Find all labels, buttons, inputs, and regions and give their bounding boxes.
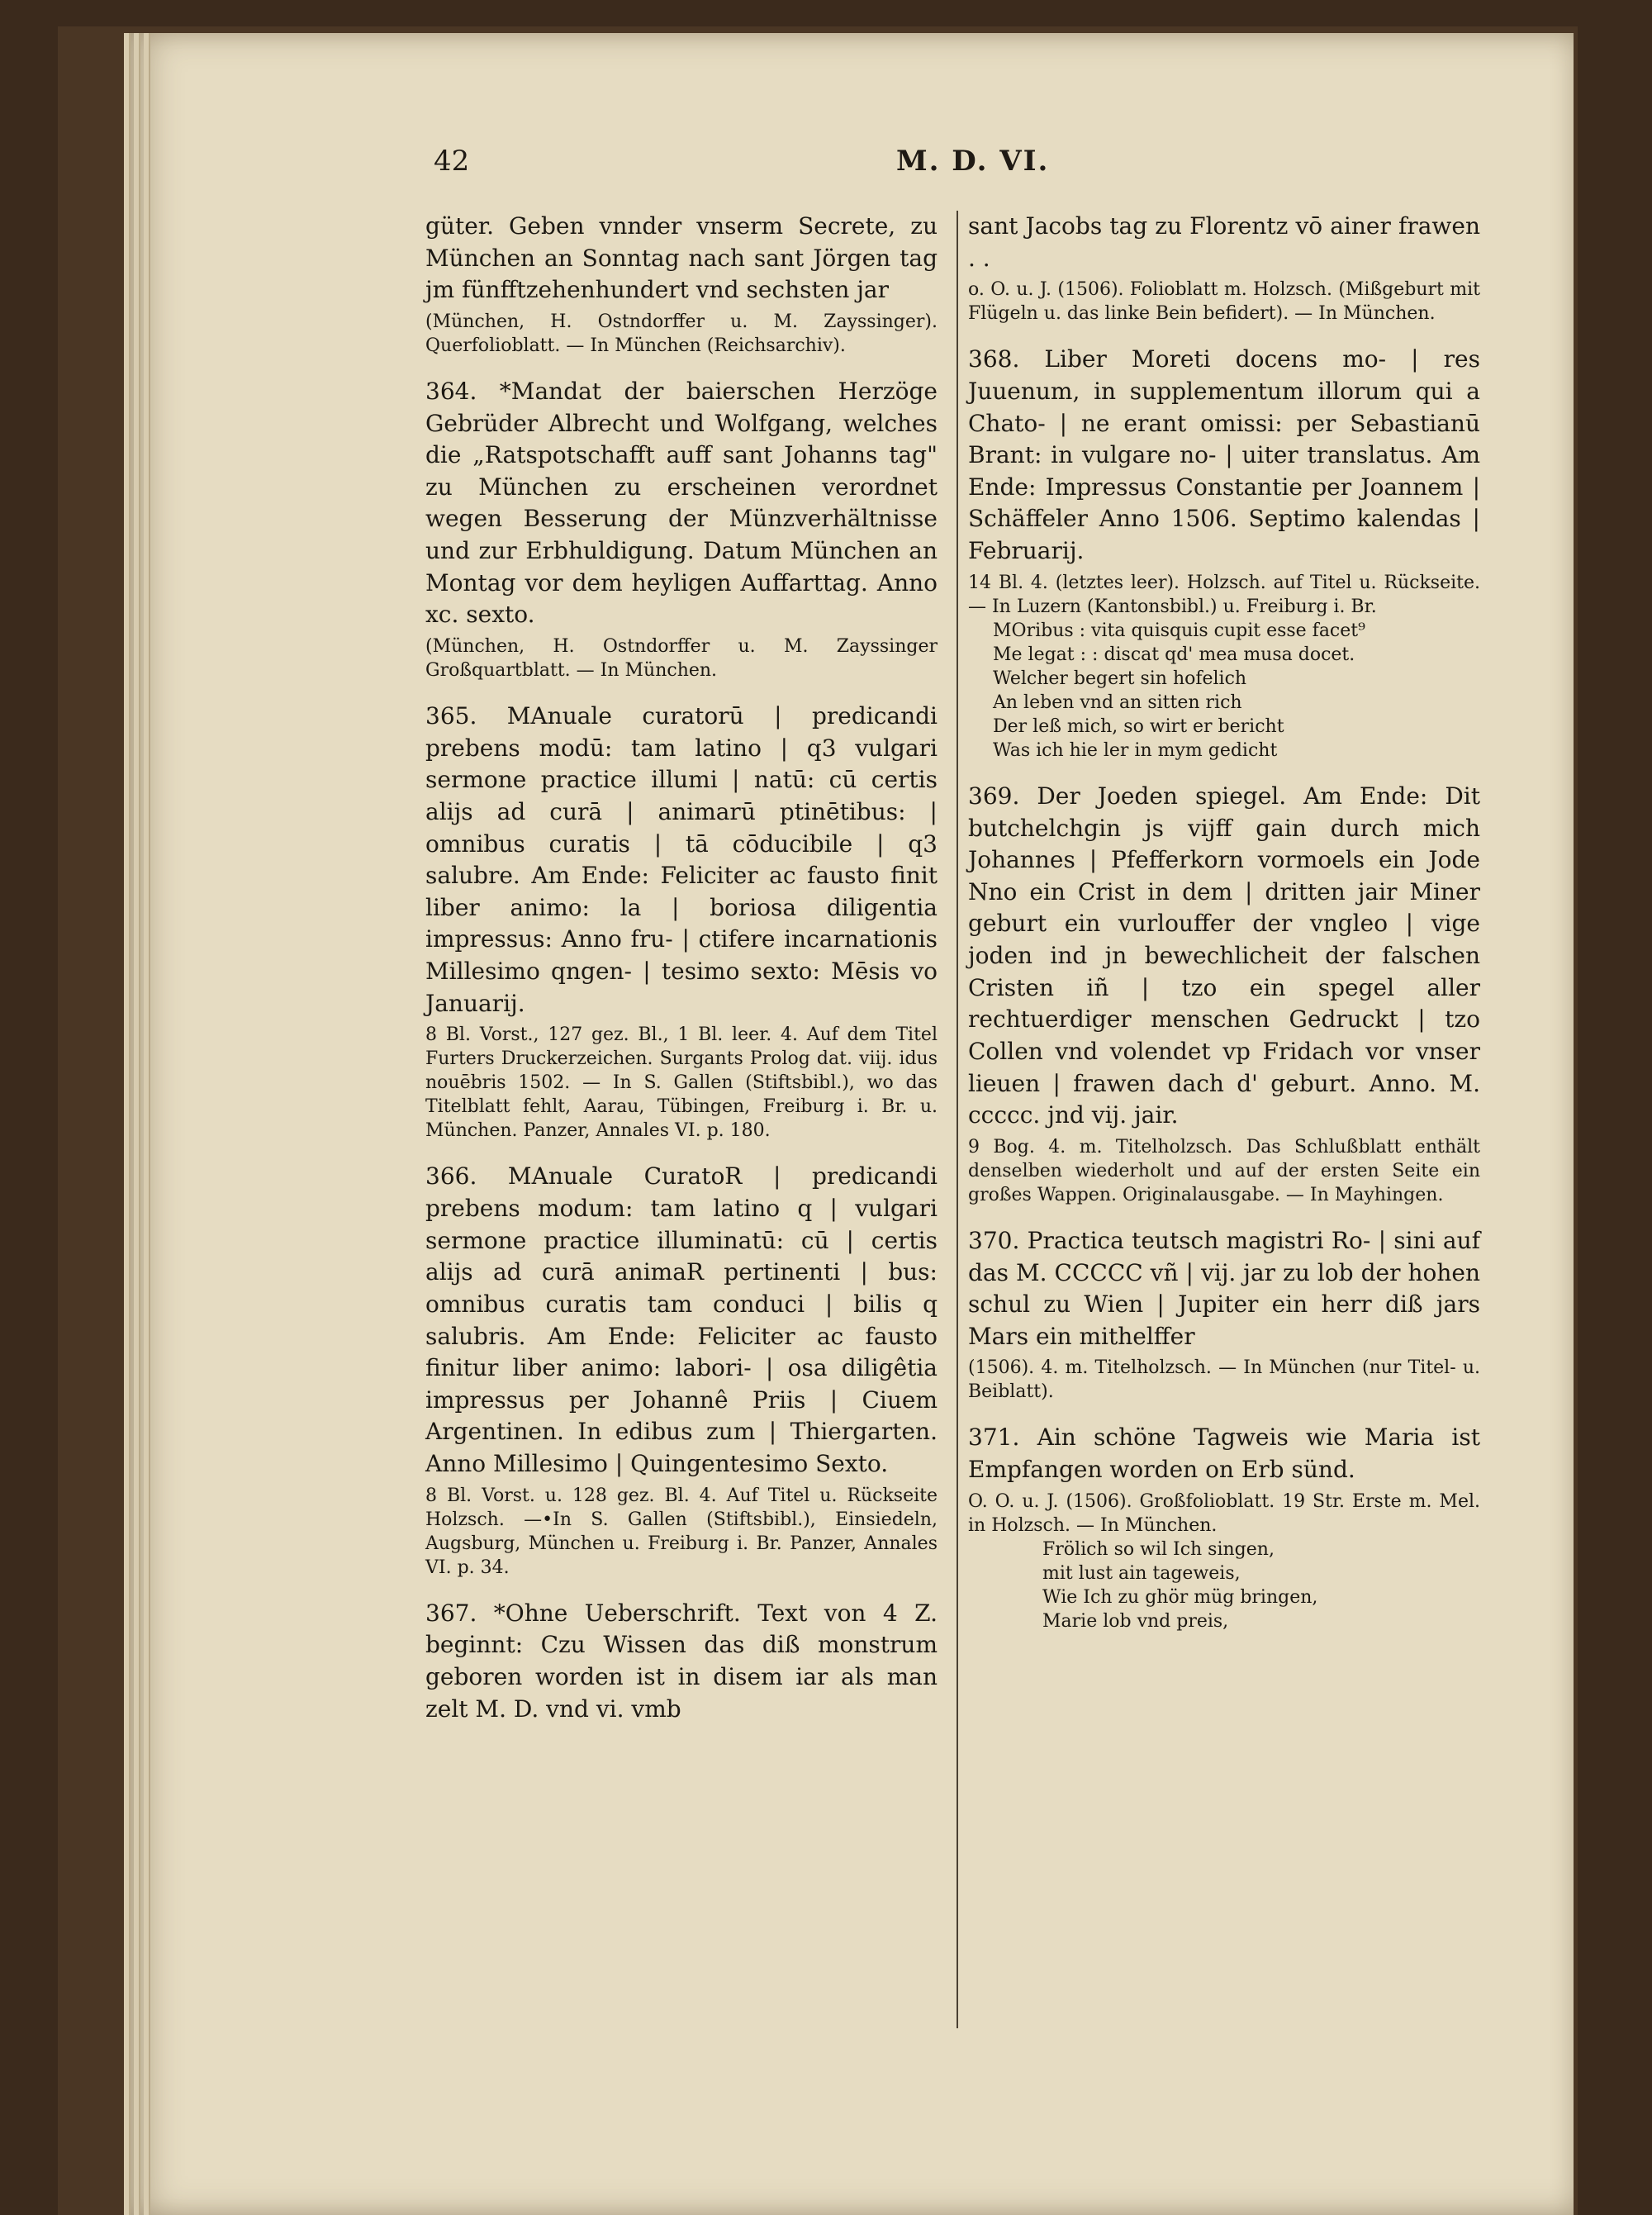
entry-note: o. O. u. J. (1506). Folioblatt m. Holzsch. (Mißgeburt mit Flügeln u. das linke Bein befidert). — In München. — [968, 279, 1480, 325]
entry-369 — [968, 781, 1480, 1207]
entry-364 — [425, 376, 938, 682]
continued-entry — [968, 211, 1480, 326]
entry-371 — [968, 1422, 1480, 1633]
entry-number: 371. — [968, 1424, 1020, 1452]
column-rule — [957, 211, 958, 2028]
entry-370 — [968, 1225, 1480, 1405]
page-edge — [134, 33, 140, 2215]
entry-text: *Mandat der baierschen Herzöge Gebrüder Albrecht und Wolfgang, welches die „Ratspotschafft auff sant Johanns tag" zu München zu erscheinen verordnet wegen Besserung der Münzverhältnisse und zur Erbhuldigung. Datum München an Montag vor dem heyligen Auffarttag. Anno xc. sexto. — [425, 377, 938, 629]
continued-entry — [425, 211, 938, 358]
entry-text: sant Jacobs tag zu Florentz vō ainer frawen . . — [968, 212, 1480, 272]
entry-note: 14 Bl. 4. (letztes leer). Holzsch. auf Titel u. Rückseite. — In Luzern (Kantonsbibl.) u. Freiburg i. Br. — [968, 572, 1480, 617]
entry-note: 8 Bl. Vorst., 127 gez. Bl., 1 Bl. leer. 4. Auf dem Titel Furters Druckerzeichen. Surgants Prolog dat. viij. idus nouēbris 1502. — In S. Gallen (Stiftsbibl.), wo das Titelblatt fehlt, Aarau, Tübingen, Freiburg i. Br. u. München. Panzer, Annales VI. p. 180. — [425, 1024, 938, 1142]
entry-note: (1506). 4. m. Titelholzsch. — In München (nur Titel- u. Beiblatt). — [968, 1357, 1480, 1403]
entry-note: O. O. u. J. (1506). Großfolioblatt. 19 Str. Erste m. Mel. in Holzsch. — In München. — [968, 1490, 1480, 1536]
entry-367 — [425, 1598, 938, 1726]
verse-line: MOribus : vita quisquis cupit esse facet⁹ — [993, 620, 1365, 641]
entry-365 — [425, 701, 938, 1143]
entry-text: güter. Geben vnnder vnserm Secrete, zu München an Sonntag nach sant Jörgen tag jm fünfftzehenhundert vnd sechsten jar — [425, 212, 938, 304]
running-title: M. D. VI. — [896, 145, 1050, 178]
verse-line: Me legat : : discat qd' mea musa docet. — [993, 644, 1355, 665]
entry-note: 8 Bl. Vorst. u. 128 gez. Bl. 4. Auf Titel u. Rückseite Holzsch. —•In S. Gallen (Stiftsbibl.), Einsiedeln, Augsburg, München u. Freiburg i. Br. Panzer, Annales VI. p. 34. — [425, 1485, 938, 1578]
verse-line: Welcher begert sin hofelich — [993, 668, 1247, 689]
verse — [968, 1538, 1480, 1633]
entry-number: 369. — [968, 782, 1020, 810]
verse — [968, 619, 1480, 763]
entry-text: *Ohne Ueberschrift. Text von 4 Z. beginnt: Czu Wissen das diß monstrum geboren worden ist in disem iar als man zelt M. D. vnd vi. vmb — [425, 1599, 938, 1723]
page-edge — [144, 33, 150, 2215]
entry-text: Practica teutsch magistri Ro- | sini auf das M. CCCCC vñ | vij. jar zu lob der hohen schul zu Wien | Jupiter ein herr diß jars Mars ein mithelffer — [968, 1226, 1480, 1350]
entry-number: 370. — [968, 1226, 1020, 1254]
left-column — [425, 211, 938, 1743]
entry-note: (München, H. Ostndorffer u. M. Zayssinger). Querfolioblatt. — In München (Reichsarchiv). — [425, 311, 938, 356]
entry-368 — [968, 344, 1480, 763]
entry-number: 364. — [425, 377, 477, 405]
verse-line: Marie lob vnd preis, — [1042, 1610, 1229, 1632]
page-edge — [124, 33, 131, 2215]
entry-text: MAnuale curatorū | predicandi prebens modū: tam latino | q3 vulgari sermone practice illumi | natū: cū certis alijs ad curā | animarū ptinētibus: | omnibus curatis | tā cōducibile | q3 salubre. Am Ende: Feliciter ac fausto finit liber animo: la | boriosa diligentia impressus: Anno fru- | ctifere incarnationis Millesimo qngen- | tesimo sexto: Mēsis vo Januarij. — [425, 702, 938, 1017]
verse-line: Frölich so wil Ich singen, — [1042, 1538, 1275, 1560]
verse-line: mit lust ain tageweis, — [1042, 1562, 1241, 1584]
entry-note: (München, H. Ostndorffer u. M. Zayssinger Großquartblatt. — In München. — [425, 635, 938, 681]
page-number: 42 — [434, 145, 470, 178]
entry-number: 367. — [425, 1599, 477, 1627]
entry-366 — [425, 1161, 938, 1579]
running-head — [434, 145, 1392, 178]
verse-line: Wie Ich zu ghör müg bringen, — [1042, 1586, 1318, 1608]
entry-text: Ain schöne Tagweis wie Maria ist Empfangen worden on Erb sünd. — [968, 1424, 1481, 1484]
verse-line: Der leß mich, so wirt er bericht — [993, 715, 1284, 737]
entry-note: 9 Bog. 4. m. Titelholzsch. Das Schlußblatt enthält denselben wiederholt und auf der ersten Seite ein großes Wappen. Originalausgabe. — In Mayhingen. — [968, 1136, 1480, 1205]
entry-text: MAnuale CuratoR | predicandi prebens modum: tam latino q | vulgari sermone practice illuminatū: cū | certis alijs ad curā animaR pertinenti | bus: omnibus curatis tam conduci | bilis q salubris. Am Ende: Feliciter ac fausto finitur liber animo: labori- | osa diligêtia impressus per Johannê Priis | Ciuem Argentinen. In edibus zum | Thiergarten. Anno Millesimo | Quingentesimo Sexto. — [425, 1162, 938, 1478]
entry-number: 368. — [968, 345, 1020, 373]
verse-line: Was ich hie ler in mym gedicht — [993, 739, 1278, 761]
entry-text: Der Joeden spiegel. Am Ende: Dit butchelchgin js vijff gain durch mich Johannes | Pfefferkorn vormoels ein Jode Nno ein Crist in dem | dritten jair Miner geburt ein vurlouffer der vngleo | vige joden ind jn bewechlicheit der falschen Cristen iñ | tzo ein spegel aller rechtuerdiger menschen Gedruckt | tzo Collen vnd volendet vp Fridach vor vnser lieuen | frawen dach d' geburt. Anno. M. ccccc. jnd vij. jair. — [968, 782, 1480, 1129]
entry-number: 366. — [425, 1162, 477, 1191]
right-column — [968, 211, 1480, 1652]
entry-text: Liber Moreti docens mo- | res Juuenum, in supplementum illorum qui a Chato- | ne erant omissi: per Sebastianū Brant: in vulgare no- | uiter translatus. Am Ende: Impressus Constantie per Joannem | Schäffeler Anno 1506. Septimo kalendas | Februarij. — [968, 345, 1480, 565]
verse-line: An leben vnd an sitten rich — [993, 692, 1242, 713]
entry-number: 365. — [425, 702, 477, 730]
